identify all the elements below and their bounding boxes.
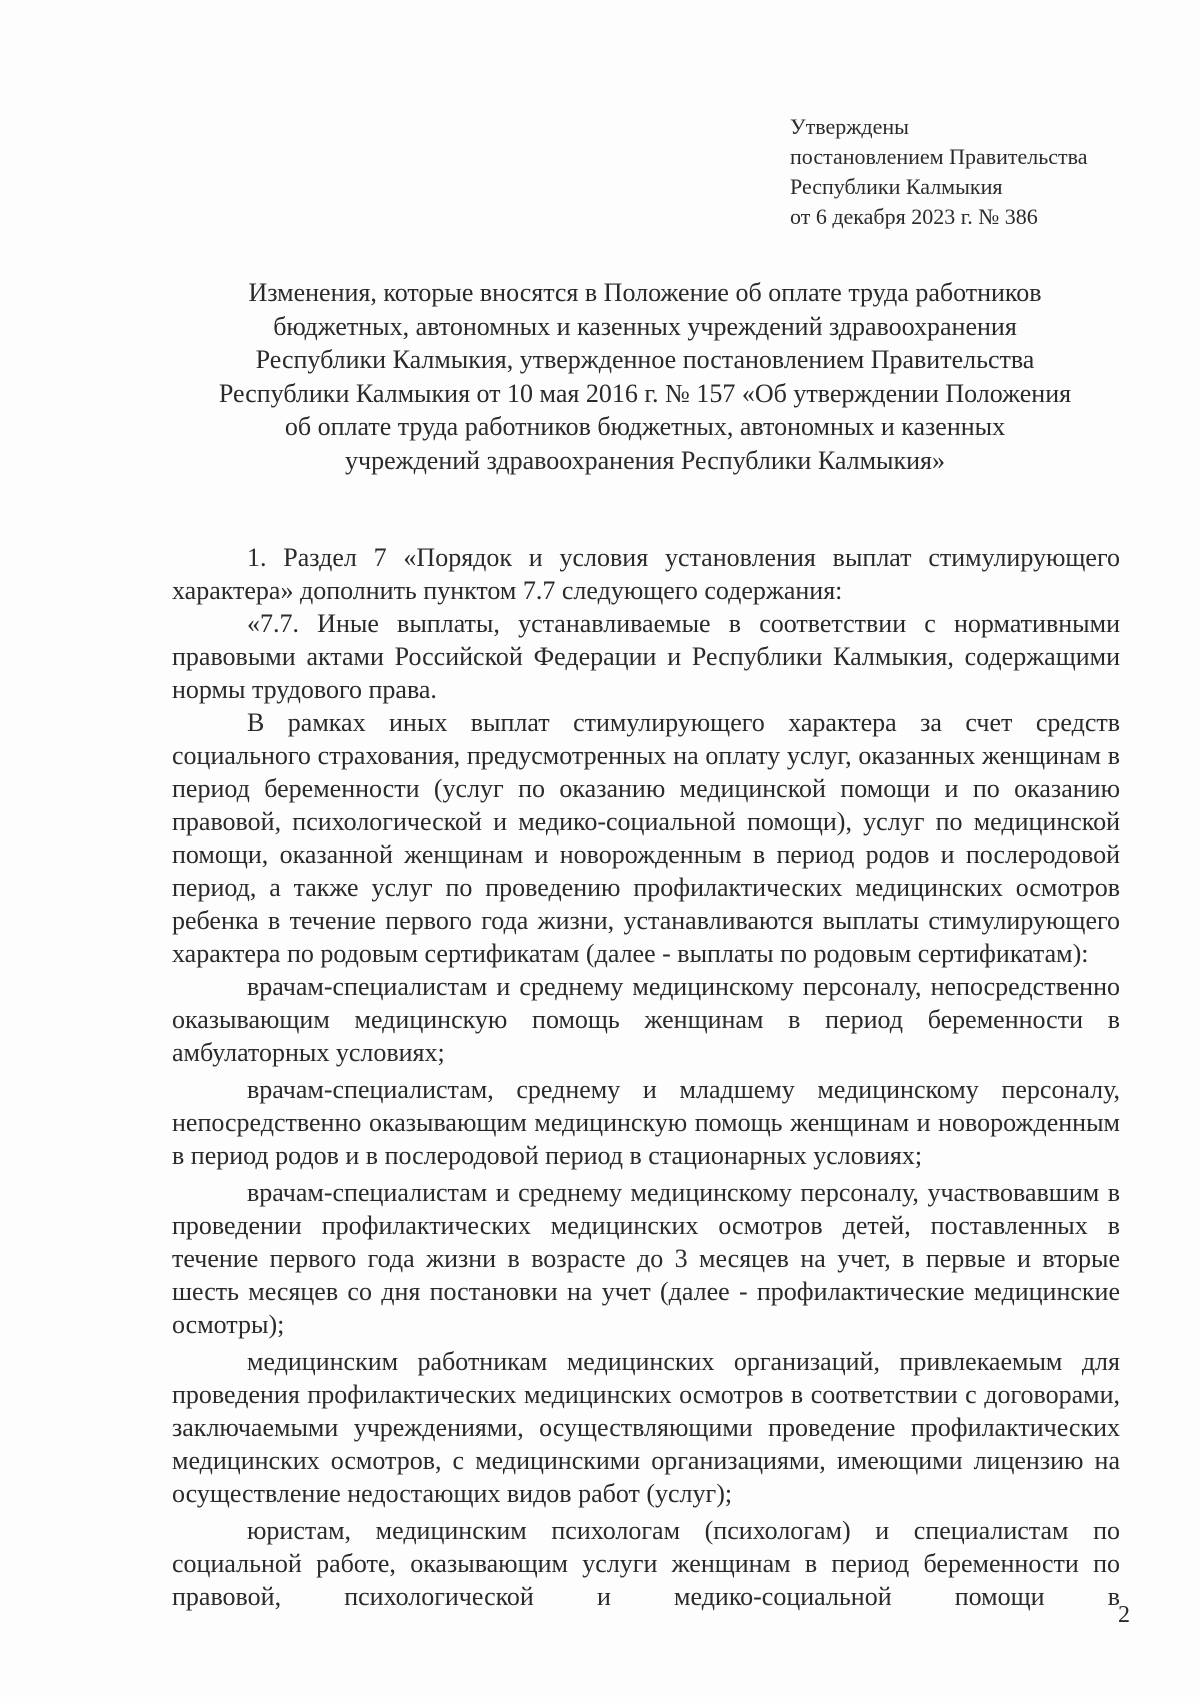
body-paragraph: врачам-специалистам и среднему медицинскому персоналу, непосредственно оказывающим медицинскую помощь женщинам в период беременности в амбулаторных условиях;	[172, 972, 1120, 1067]
body-paragraph: юристам, медицинским психологам (психологам) и специалистам по социальной работе, оказывающим услуги женщинам в период беременности по правовой, психологической и медико-социальной помощи в	[172, 1516, 1120, 1611]
body-paragraph: «7.7. Иные выплаты, устанавливаемые в соответствии с нормативными правовыми актами Российской Федерации и Республики Калмыкия, содержащими нормы трудового права.	[172, 609, 1120, 704]
title-line: об оплате труда работников бюджетных, автономных и казенных	[284, 412, 1006, 441]
title-line: Республики Калмыкия, утвержденное постановлением Правительства	[255, 345, 1035, 374]
body-paragraph: врачам-специалистам, среднему и младшему медицинскому персоналу, непосредственно оказывающим медицинскую помощь женщинам и новорожденным в период родов и в послеродовой период в стационарных условиях;	[172, 1075, 1120, 1170]
approval-block	[790, 112, 1170, 232]
approval-line: Республики Калмыкия	[790, 174, 1003, 199]
title-line: Изменения, которые вносятся в Положение об оплате труда работников	[248, 278, 1042, 307]
document-title	[170, 276, 1120, 477]
body-paragraph: врачам-специалистам и среднему медицинскому персоналу, участвовавшим в проведении профилактических медицинских осмотров детей, поставленных в течение первого года жизни в возрасте до 3 месяцев на учет, в первые и вторые шесть месяцев со дня постановки на учет (далее - профилактические медицинские осмотры);	[172, 1178, 1120, 1339]
body-paragraph: 1. Раздел 7 «Порядок и условия установления выплат стимулирующего характера» дополнить пунктом 7.7 следующего содержания:	[172, 543, 1120, 605]
approval-line: от 6 декабря 2023 г. № 386	[790, 204, 1038, 229]
title-line: бюджетных, автономных и казенных учреждений здравоохранения	[273, 311, 1017, 341]
title-line: учреждений здравоохранения Республики Калмыкия»	[345, 445, 945, 475]
document-body	[172, 541, 1120, 1613]
approval-line: Утверждены	[790, 114, 909, 139]
body-paragraph: медицинским работникам медицинских организаций, привлекаемым для проведения профилактических медицинских осмотров в соответствии с договорами, заключаемыми учреждениями, осуществляющими проведение профилактических медицинских осмотров, с медицинскими организациями, имеющими лицензию на осуществление недостающих видов работ (услуг);	[172, 1347, 1120, 1508]
approval-line: постановлением Правительства	[790, 144, 1088, 169]
title-line: Республики Калмыкия от 10 мая 2016 г. № 157 «Об утверждении Положения	[218, 378, 1072, 408]
body-paragraph: В рамках иных выплат стимулирующего характера за счет средств социального страхования, предусмотренных на оплату услуг, оказанных женщинам в период беременности (услуг по оказанию медицинской помощи и по оказанию правовой, психологической и медико-социальной помощи), услуг по медицинской помощи, оказанной женщинам и новорожденным в период родов и послеродовой период, а также услуг по проведению профилактических медицинских осмотров ребенка в течение первого года жизни, устанавливаются выплаты стимулирующего характера по родовым сертификатам (далее - выплаты по родовым сертификатам):	[172, 708, 1120, 968]
page-number: 2	[1118, 1602, 1130, 1628]
